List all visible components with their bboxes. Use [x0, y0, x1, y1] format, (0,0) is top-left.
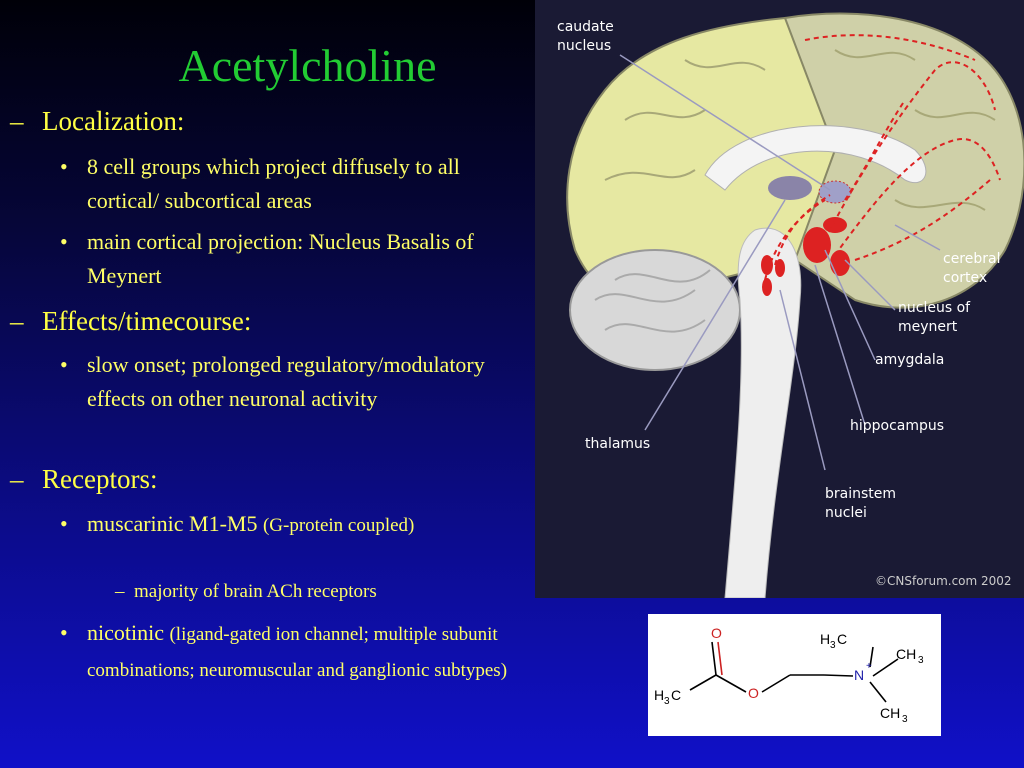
label-brainstem-line1: brainstem: [825, 486, 897, 502]
atom-ester-oxygen: O: [748, 685, 759, 701]
bullet-dot: •: [60, 511, 68, 536]
bullet-main-projection: [60, 225, 520, 293]
section-receptors: [10, 463, 520, 495]
bullet-text: slow onset; prolonged regulatory/modulatory effects on other neuronal activity: [87, 352, 485, 411]
label-amygdala: amygdala: [875, 352, 945, 368]
dash-marker: –: [10, 464, 24, 494]
dash-marker: –: [115, 581, 125, 602]
label-caudate-line1: caudate: [557, 19, 614, 35]
thalamus-structure: [768, 176, 812, 200]
bullet-text: main cortical projection: Nucleus Basalis of Meynert: [87, 229, 474, 288]
bullet-text: 8 cell groups which project diffusely to all cortical/ subcortical areas: [87, 154, 460, 213]
atom-nitrogen: N: [854, 667, 865, 683]
acetylcholine-structure: [648, 614, 941, 736]
bullet-cell-groups: [60, 150, 520, 218]
molecule-bonds: [690, 642, 898, 702]
methyl-subscript: 3: [830, 640, 836, 651]
methyl-subscript: 3: [902, 714, 908, 725]
receptor-name: nicotinic: [87, 620, 170, 645]
methyl-acetyl: [654, 687, 681, 707]
atom-carbonyl-oxygen: O: [711, 625, 722, 641]
methyl-c: C: [671, 687, 682, 703]
subbullet-majority: [115, 578, 525, 606]
receptor-detail: (G-protein coupled): [262, 515, 415, 536]
section-heading: Effects/timecourse:: [42, 306, 252, 336]
methyl-top: [820, 631, 847, 651]
methyl-subscript: 3: [918, 655, 924, 666]
bullet-dot: •: [60, 352, 68, 377]
dash-marker: –: [10, 106, 24, 136]
methyl-c: C: [837, 631, 848, 647]
cerebellum: [570, 250, 740, 370]
bullet-dot: •: [60, 229, 68, 254]
bullet-text: [60, 616, 520, 688]
methyl-ch: CH: [880, 705, 901, 721]
methyl-h: H: [654, 687, 665, 703]
section-heading: Receptors:: [42, 464, 158, 494]
label-thalamus: thalamus: [585, 436, 651, 452]
bullet-dot: •: [60, 620, 68, 645]
label-brainstem-line2: nuclei: [825, 505, 867, 521]
label-cortex-line2: cortex: [943, 270, 988, 286]
methyl-right: [896, 646, 924, 666]
section-heading: Localization:: [42, 106, 185, 136]
methyl-h: H: [820, 631, 831, 647]
methyl-ch: CH: [896, 646, 917, 662]
dash-marker: –: [10, 306, 24, 336]
brain-diagram: [535, 0, 1024, 598]
copyright-notice: ©CNSforum.com 2002: [875, 574, 1012, 588]
bullet-muscarinic: [60, 507, 520, 543]
subbullet-text: majority of brain ACh receptors: [134, 581, 377, 602]
label-meynert-line1: nucleus of: [898, 300, 971, 316]
brain-illustration: [535, 0, 1024, 598]
bullet-slow-onset: [60, 348, 520, 416]
section-localization: [10, 105, 520, 137]
label-cortex-line1: cerebral: [943, 251, 1001, 267]
bullet-dot: •: [60, 154, 68, 179]
label-hippocampus: hippocampus: [850, 418, 945, 434]
section-effects: [10, 305, 520, 337]
receptor-name: muscarinic M1-M5: [87, 511, 263, 536]
molecule-diagram: [648, 614, 941, 736]
slide-title: Acetylcholine: [178, 40, 437, 91]
receptor-detail: (ligand-gated ion channel; multiple subunit combinations; neuromuscular and ganglionic subtypes): [87, 624, 508, 681]
methyl-bottom: [880, 705, 908, 725]
label-caudate-line2: nucleus: [557, 38, 612, 54]
bullet-nicotinic: [60, 616, 520, 688]
label-meynert-line2: meynert: [898, 319, 958, 335]
methyl-subscript: 3: [664, 696, 670, 707]
bullet-text: [60, 507, 520, 543]
nitrogen-charge: +: [866, 661, 872, 672]
